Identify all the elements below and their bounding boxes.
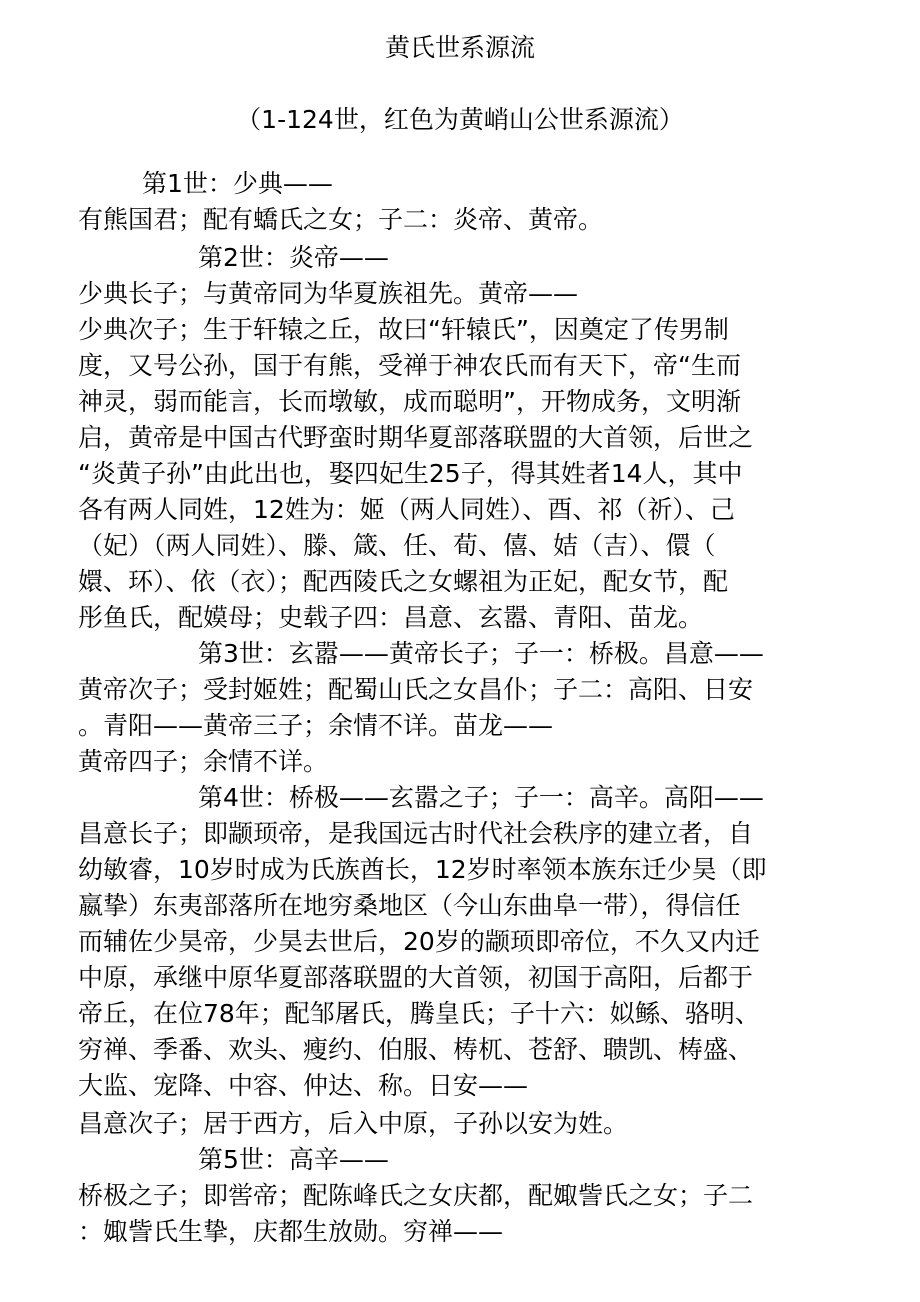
text-line: 黄帝次子；受封姬姓；配蜀山氏之女昌仆；子二：高阳、日安 <box>78 675 754 704</box>
text-line: 度，又号公孙，国于有熊，受禅于神农氏而有天下，帝“生而 <box>78 351 741 380</box>
document-title: 黄氏世系源流 <box>384 33 535 62</box>
text-line: 幼敏睿，10岁时成为氏族酋长，12岁时率领本族东迁少昊（即 <box>78 855 767 884</box>
text-line: 有熊国君；配有蟜氏之女；子二：炎帝、黄帝。 <box>78 205 604 234</box>
text-line: 帝丘，在位78年；配邹屠氏，腾皇氏；子十六：姒鲧、骆明、 <box>78 999 760 1028</box>
text-line: 而辅佐少昊帝，少昊去世后，20岁的颛顼即帝位，不久又内迁 <box>78 927 760 956</box>
generation-heading: 第5世：高辛—— <box>198 1145 389 1174</box>
text-line: 彤鱼氏，配嫫母；史载子四：昌意、玄嚣、青阳、苗龙。 <box>78 603 704 632</box>
text-line: 各有两人同姓，12姓为：姬（两人同姓）、酉、祁（祈）、己 <box>78 495 735 524</box>
text-line: 神灵，弱而能言，长而墩敏，成而聪明”，开物成务，文明渐 <box>78 387 741 416</box>
text-line: （妃）（两人同姓）、滕、箴、任、荀、僖、姞（吉）、儇（ <box>78 531 716 560</box>
text-line: 穷禅、季番、欢头、瘦约、伯服、梼杌、苍舒、聩凯、梼盛、 <box>78 1035 754 1064</box>
generation-heading: 第2世：炎帝—— <box>198 243 389 272</box>
text-line: 大监、宠降、中容、仲达、称。日安—— <box>78 1071 529 1100</box>
text-line: 昌意次子；居于西方，后入中原，子孙以安为姓。 <box>78 1109 629 1138</box>
generation-heading: 第1世：少典—— <box>142 169 333 198</box>
text-line: 中原，承继中原华夏部落联盟的大首领，初国于高阳，后都于 <box>78 963 754 992</box>
generation-heading: 第4世：桥极——玄嚣之子；子一：高辛。高阳—— <box>198 783 764 812</box>
text-line: 桥极之子；即喾帝；配陈峰氏之女庆都，配娵訾氏之女；子二 <box>78 1181 754 1210</box>
text-line: ：娵訾氏生挚，庆都生放勋。穷禅—— <box>78 1217 504 1246</box>
text-line: 嬴挚）东夷部落所在地穷桑地区（今山东曲阜一带），得信任 <box>78 891 741 920</box>
text-line: 嬛、环）、依（衣）；配西陵氏之女螺祖为正妃，配女节，配 <box>78 567 729 596</box>
generation-heading: 第3世：玄嚣——黄帝长子；子一：桥极。昌意—— <box>198 639 764 668</box>
text-line: 。青阳——黄帝三子；余情不详。苗龙—— <box>78 711 554 740</box>
text-line: 昌意长子；即颛顼帝，是我国远古时代社会秩序的建立者，自 <box>78 819 754 848</box>
text-line: 少典次子；生于轩辕之丘，故曰“轩辕氏”，因奠定了传男制 <box>78 315 729 344</box>
text-line: 黄帝四子；余情不详。 <box>78 747 329 776</box>
text-line: 少典长子；与黄帝同为华夏族祖先。黄帝—— <box>78 279 579 308</box>
text-line: “炎黄子孙”由此出也，娶四妃生25子，得其姓者14人，其中 <box>78 459 743 488</box>
document-subtitle: （1-124世，红色为黄峭山公世系源流） <box>236 105 684 134</box>
text-line: 启，黄帝是中国古代野蛮时期华夏部落联盟的大首领，后世之 <box>78 423 754 452</box>
